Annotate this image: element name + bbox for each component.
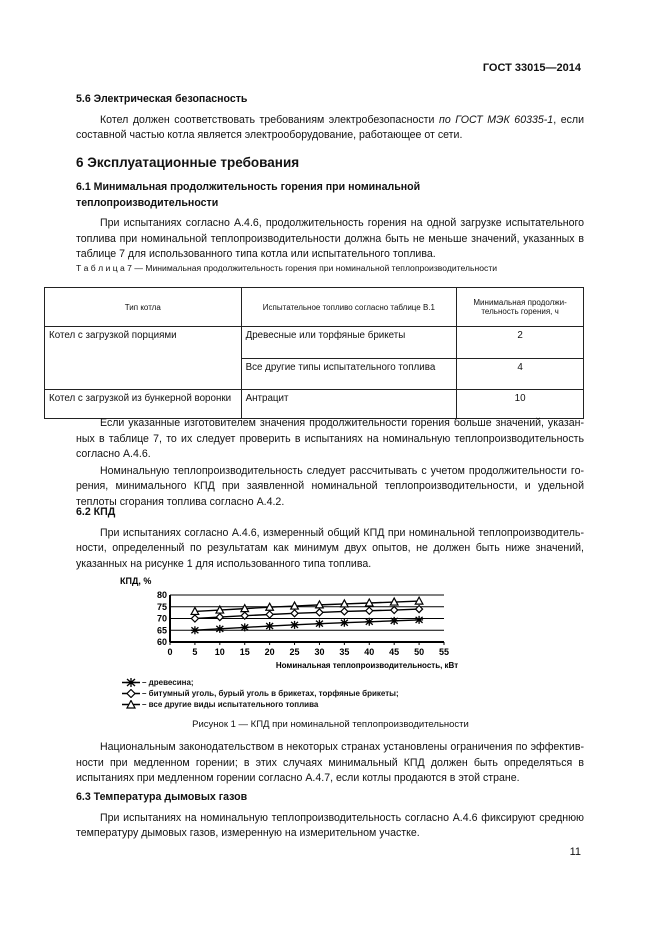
chart-x-tick-label: 25 (289, 647, 300, 657)
legend-item-other (122, 699, 399, 710)
table-cell-hours: 4 (457, 358, 584, 390)
section-5-6-title: 5.6 Электрическая безопасность (76, 93, 248, 105)
table-cell-boiler: Котел с загрузкой порциями (45, 327, 242, 390)
table-7 (44, 287, 584, 419)
triangle-marker-icon (122, 700, 140, 709)
section-6-1 (76, 180, 584, 263)
chart-x-tick-label: 40 (364, 647, 375, 657)
table-cell-boiler: Котел с загрузкой из бункерной воронки (45, 390, 242, 419)
table-header-row (45, 288, 584, 327)
section-6-2 (76, 505, 584, 572)
chart-y-tick-label: 65 (156, 625, 167, 636)
standard-reference: по ГОСТ МЭК 60335-1 (439, 113, 554, 126)
figure-1-caption: Рисунок 1 — КПД при номинальной теплопроизводительности (192, 719, 469, 730)
chart-point (266, 622, 274, 630)
section-5-6 (76, 92, 584, 144)
table-cell-fuel: Антрацит (241, 390, 457, 419)
chart-point (365, 618, 373, 626)
table-row (45, 327, 584, 359)
chart-x-tick-label: 20 (264, 647, 275, 657)
chart-y-tick-label: 80 (156, 590, 167, 600)
table-cell-fuel: Все другие типы испытательного топлива (241, 358, 457, 390)
chart-x-tick-label: 45 (389, 647, 400, 657)
chart-x-tick-label: 0 (167, 647, 173, 657)
section-6-1-title: 6.1 Минимальная продолжительность горения при номинальной теплопроизводительности (76, 181, 421, 209)
section-6-2-paragraph-1: При испытаниях согласно А.4.6, измеренный общий КПД при номинальной теплопроизводительности, определенный по результатам как минимум двух опытов, не должен быть ниже значений, указанных на рисунке 1 для использованного типа топлива. (76, 526, 584, 570)
section-6-2-continued (76, 740, 584, 787)
chart-y-tick-label: 75 (156, 601, 167, 612)
chart-x-tick-label: 30 (314, 647, 325, 657)
section-6-2-title: 6.2 КПД (76, 506, 116, 518)
section-6-1-paragraph-3: Номинальную теплопроизводительность следует рассчитывать с учетом продолжительности горения, минимального КПД при заявленной номинальной теплопроизводительности, и удельной теплоты сгорания топлива согласно А.4.2. (76, 464, 584, 508)
chart-point (366, 607, 373, 614)
chart-x-tick-label: 50 (414, 647, 425, 657)
chart-point (340, 619, 348, 627)
section-6-1-paragraph-1: При испытаниях согласно А.4.6, продолжительность горения на одной загрузке испытательного топлива при номинальной теплопроизводительности должна быть не меньше значений, указанных в таблице 7 для использованного типа котла или испытательного топлива. (76, 217, 584, 260)
chart-point (341, 608, 348, 615)
chart-legend (122, 677, 399, 710)
chart-point (266, 611, 273, 618)
section-6-1-continued (76, 416, 584, 510)
chart-y-tick-label: 60 (156, 637, 167, 647)
chart-y-tick-label: 70 (156, 613, 167, 624)
legend-item-wood (122, 677, 399, 688)
chart-point (315, 620, 323, 628)
table-cell-hours: 10 (457, 390, 584, 419)
diamond-marker-icon (122, 689, 140, 698)
chart-point (216, 625, 224, 633)
text-run: Котел должен соответствовать требованиям электробезопасности (100, 113, 439, 126)
chart-series-line (195, 609, 419, 618)
chart-point (241, 623, 249, 631)
table-cell-fuel: Древесные или торфяные брикеты (241, 327, 457, 359)
legend-item-coal (122, 688, 399, 699)
chart-point (216, 614, 223, 621)
chart-x-tick-label: 35 (339, 647, 350, 657)
efficiency-chart (118, 575, 488, 675)
chart-point (191, 626, 199, 634)
table-header-cell: Испытательное топливо согласно таблице В.1 (241, 288, 457, 327)
section-6-3 (76, 790, 584, 842)
section-6-title: 6 Эксплуатационные требования (76, 155, 300, 170)
chart-point (391, 607, 398, 614)
section-5-6-paragraph (76, 113, 584, 144)
chart-point (291, 610, 298, 617)
table-header-cell: Тип котла (45, 288, 242, 327)
table-header-cell: Минимальная продолжительность горения, ч (457, 288, 584, 327)
legend-label: – древесина; (142, 678, 194, 687)
legend-label: – битумный уголь, бурый уголь в брикетах, торфяные брикеты; (142, 689, 399, 698)
document-id: ГОСТ 33015—2014 (482, 62, 581, 74)
chart-point (415, 616, 423, 624)
section-6-3-title: 6.3 Температура дымовых газов (76, 791, 248, 803)
text-run: , если составной частью котла является электрооборудование, работающее от сети. (76, 113, 584, 141)
chart-x-tick-label: 55 (438, 647, 450, 657)
section-6-2-paragraph-2: Национальным законодательством в некоторых странах установлены ограничения по эффективности при медленном горении; в этих случаях минимальный КПД должен быть определяться в испытаниях при медленном горении согласно А.4.7, если котлы продаются в этой стране. (76, 741, 584, 784)
table-cell-hours: 2 (457, 327, 584, 359)
section-6-3-paragraph: При испытаниях на номинальную теплопроизводительность согласно А.4.6 фиксируют среднюю температуру дымовых газов, измеренную на измерительном участке. (76, 811, 584, 839)
chart-y-axis-label: КПД, % (120, 576, 152, 586)
table-7-caption: Т а б л и ц а 7 — Минимальная продолжительность горения при номинальной теплопроизводительности (76, 263, 498, 273)
section-6-1-paragraph-2: Если указанные изготовителем значения продолжительности горения больше значений, указанных в таблице 7, то их следует проверить в испытаниях на номинальную теплопроизводительность согласно А.4.6. (76, 417, 584, 460)
chart-point (291, 621, 299, 629)
chart-x-axis-label: Номинальная теплопроизводительность, кВт (275, 661, 459, 670)
chart-point (390, 617, 398, 625)
chart-x-tick-label: 15 (239, 647, 250, 657)
chart-series-line (195, 620, 419, 630)
asterisk-marker-icon (122, 678, 140, 687)
chart-plot-area (157, 590, 458, 670)
chart-point (191, 615, 198, 622)
page-number: 11 (569, 846, 581, 858)
table-row (45, 390, 584, 419)
chart-point (316, 609, 323, 616)
chart-x-tick-label: 5 (192, 647, 198, 657)
legend-label: – все другие виды испытательного топлива (142, 700, 319, 709)
chart-x-tick-label: 10 (214, 647, 225, 657)
